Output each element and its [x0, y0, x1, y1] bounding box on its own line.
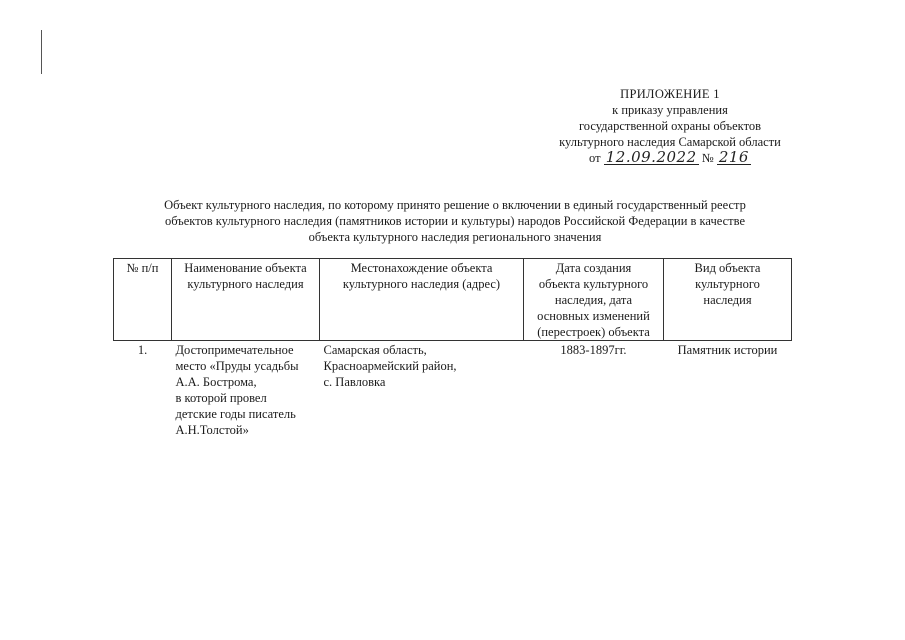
appendix-line-3: культурного наследия Самарской области: [559, 135, 781, 149]
order-date: 12.09.2022: [605, 148, 697, 166]
header-location: Местонахождение объекта культурного наследия (адрес): [320, 259, 524, 341]
header-date: Дата создания объекта культурного наследия, дата основных изменений (перестроек) объекта: [524, 259, 664, 341]
from-label: от: [589, 151, 601, 165]
table-row: [114, 341, 792, 440]
header-type: Вид объекта культурного наследия: [664, 259, 792, 341]
appendix-line-2: государственной охраны объектов: [578, 119, 762, 133]
order-number: 216: [718, 148, 749, 166]
row-location: Самарская область, Красноармейский район, с. Павловка: [323, 343, 457, 389]
row-name: Достопримечательное место «Пруды усадьбы А.А. Бострома, в которой провел детские годы писатель А.Н.Толстой»: [175, 343, 299, 437]
appendix-block: [520, 86, 820, 166]
row-number: 1.: [137, 343, 148, 357]
document-heading: [110, 197, 800, 245]
row-type: Памятник истории: [677, 343, 778, 357]
appendix-line-1: к приказу управления: [612, 103, 728, 117]
number-label: №: [701, 151, 714, 165]
order-date-line: [520, 150, 820, 166]
scan-edge-line: [41, 30, 42, 74]
heading-line-3: объекта культурного наследия регионального значения: [308, 230, 602, 244]
row-date: 1883-1897гг.: [560, 343, 627, 357]
heading-line-2: объектов культурного наследия (памятников истории и культуры) народов Российской Федерации в качестве: [164, 214, 746, 228]
table-header-row: [114, 259, 792, 341]
header-name: Наименование объекта культурного наследия: [172, 259, 320, 341]
heritage-table: [113, 258, 792, 439]
appendix-title: ПРИЛОЖЕНИЕ 1: [620, 87, 720, 101]
header-num: № п/п: [114, 259, 172, 341]
heading-line-1: Объект культурного наследия, по которому принято решение о включении в единый государственный реестр: [164, 198, 746, 212]
